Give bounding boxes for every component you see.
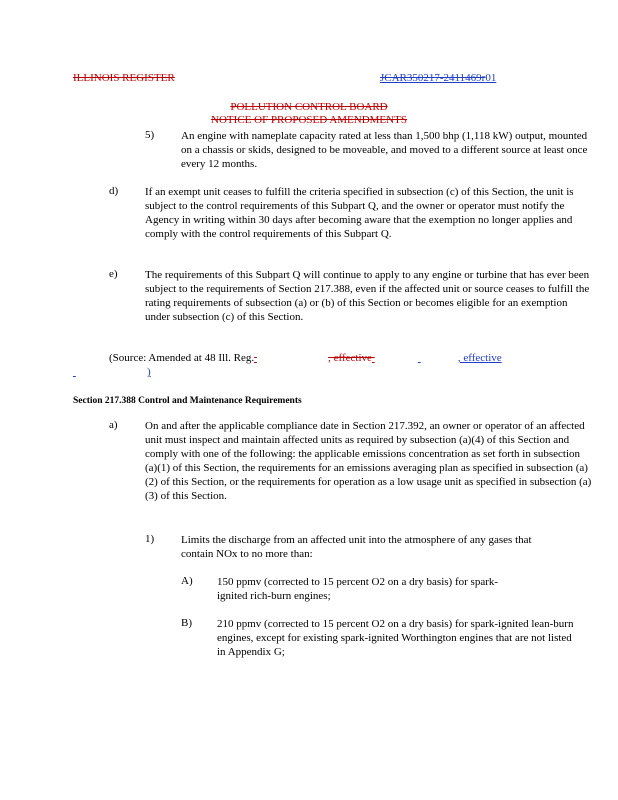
- register-header: ILLINOIS REGISTER: [73, 72, 175, 84]
- item-5-label: 5): [145, 129, 155, 141]
- notice-title: NOTICE OF PROPOSED AMENDMENTS: [211, 114, 407, 126]
- jcar-code-tail: 01: [485, 72, 497, 84]
- source-blank-struck: [254, 352, 328, 364]
- source-close: [73, 366, 151, 378]
- agency-name: POLLUTION CONTROL BOARD: [230, 101, 388, 113]
- source-blank-struck-2: [372, 352, 418, 364]
- source-close-paren: ): [147, 366, 151, 378]
- item-B-label: B): [181, 617, 192, 629]
- source-effective-inserted: , effective: [457, 352, 502, 364]
- item-d-label: d): [109, 185, 119, 197]
- source-blank-inserted-2: [73, 366, 147, 378]
- source-blank-inserted: [418, 352, 458, 364]
- jcar-code-struck: JCAR350217-2411469r: [380, 72, 486, 84]
- item-e-label: e): [109, 268, 118, 280]
- item-B-text: 210 ppmv (corrected to 15 percent O2 on a dry basis) for spark-ignited lean-burn engines, except for existing spark-ignited Worthington engines that are not listed in Appendix G;: [217, 618, 574, 658]
- item-a-text: On and after the applicable compliance date in Section 217.392, an owner or operator of an affected unit must inspect and maintain affected units as required by subsection (a)(4) of this Section and comply with one of the following: the applicable emissions concentration as set forth in subsection (a)(1) of this Section, the requirements for an emissions averaging plan as specified in subsection (a)(2) of this Section, or the requirements for operation as a low usage unit as specified in subsection (a)(3) of this Section.: [145, 420, 592, 502]
- item-1-text: Limits the discharge from an affected unit into the atmosphere of any gases that contain NOx to no more than:: [181, 534, 532, 560]
- source-prefix: (Source: Amended at 48 Ill. Reg.: [109, 352, 255, 364]
- item-A-label: A): [181, 575, 193, 587]
- item-d-text: If an exempt unit ceases to fulfill the criteria specified in subsection (c) of this Section, the unit is subject to the control requirements of this Subpart Q, and the owner or operator must notify the Agency in writing within 30 days after becoming aware that the exemption no longer applies and comply with the control requirements of this Subpart Q.: [145, 186, 574, 240]
- jcar-code: [380, 72, 496, 84]
- item-e-text: The requirements of this Subpart Q will continue to apply to any engine or turbine that has ever been subject to the requirements of Section 217.388, even if the affected unit or source ceases to fulfill the rating requirements of subsection (a) or (b) of this Section or becomes eligible for an exemption under subsection (c) of this Section.: [145, 269, 590, 323]
- item-1-label: 1): [145, 533, 155, 545]
- item-a-label: a): [109, 419, 118, 431]
- section-heading: Section 217.388 Control and Maintenance Requirements: [73, 396, 302, 406]
- item-5-text: An engine with nameplate capacity rated at less than 1,500 bhp (1,118 kW) output, mounted on a chassis or skids, designed to be moveable, and moved to a different source at least once every 12 months.: [181, 130, 588, 170]
- source-effective-struck: , effective: [328, 352, 372, 364]
- item-A-text: 150 ppmv (corrected to 15 percent O2 on a dry basis) for spark-ignited rich-burn engines;: [217, 576, 499, 602]
- source-note: [109, 352, 502, 364]
